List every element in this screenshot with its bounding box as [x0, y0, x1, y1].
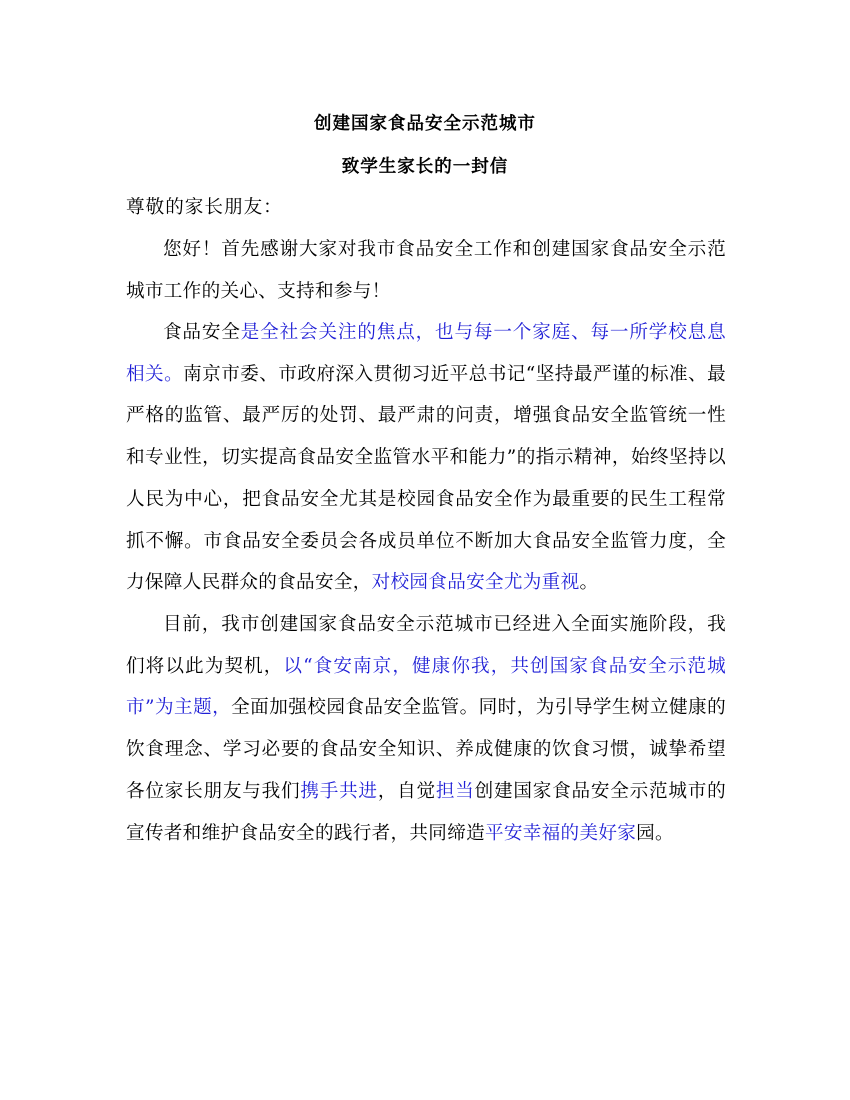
- p3-segment-5: ，自觉: [377, 780, 436, 802]
- p3-highlight-home: 平安幸福的美好家: [484, 822, 637, 844]
- p2-highlight-2: 对校园食品安全尤为重视: [371, 572, 580, 594]
- p3-segment-9: 园。: [636, 822, 674, 844]
- p3-segment-1: 目前，我市创建国家食品安全示范城市已经进入全面实施阶段，我们将以此为契机，: [126, 614, 726, 677]
- p2-segment-1: 食品安全: [163, 322, 241, 343]
- p3-highlight-theme: 以“食安南京，健康你我，共创国家食品安全示范城市”为主题，: [126, 655, 726, 719]
- paragraph-greeting-text: 您好！首先感谢大家对我市食品安全工作和创建国家食品安全示范城市工作的关心、支持和参与！: [126, 239, 726, 302]
- document-subtitle: 致学生家长的一封信: [341, 157, 509, 177]
- p3-segment-7: 创建国家食品安全示范城市的宣传者和维护食品安全的践行者，共同缔造: [126, 780, 726, 844]
- document-title: 创建国家食品安全示范城市: [314, 114, 536, 134]
- p3-segment-3: 全面加强校园食品安全监管。同时，为引导学生树立健康的饮食理念、学习必要的食品安全知识、养成健康的饮食习惯，诚挚希望各位家长朋友与我们: [126, 697, 726, 802]
- salutation: 尊敬的家长朋友：: [126, 197, 283, 218]
- p3-highlight-together: 携手共进: [300, 780, 378, 802]
- p2-segment-3: 南京市委、市政府深入贯彻习近平总书记“坚持最严谨的标准、最严格的监管、最严厉的处罚、最严肃的问责，增强食品安全监管统一性和专业性，切实提高食品安全监管水平和能力”的指示精神，始终坚持以人民为中心，把食品安全尤其是校园食品安全作为最重要的民生工程常抓不懈。市食品安全委员会各成员单位不断加大食品安全监管力度，全力保障人民群众的食品安全，: [126, 363, 726, 594]
- p3-highlight-undertake: 担当: [435, 780, 475, 802]
- p2-highlight-1: 是全社会关注的焦点，也与每一个家庭、每一所学校息息相关。: [126, 322, 726, 385]
- p2-segment-5: 。: [579, 572, 599, 594]
- paragraph-greeting: [126, 229, 726, 312]
- paragraph-food-safety: [126, 312, 726, 604]
- paragraph-current-stage: [126, 604, 726, 854]
